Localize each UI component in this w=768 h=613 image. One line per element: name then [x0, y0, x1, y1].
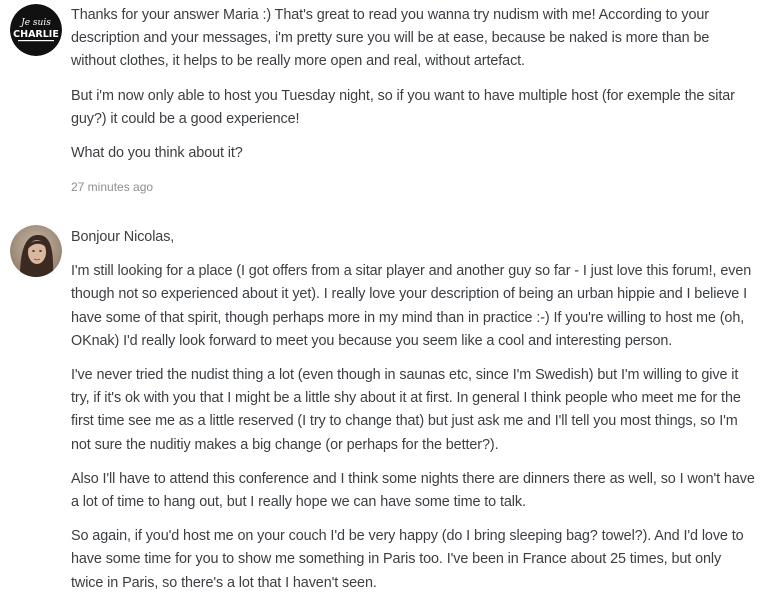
- message-paragraph: Thanks for your answer Maria :) That's great to read you wanna try nudism with me! According to your description and your messages, i'm pretty sure you will be at ease, because be naked is more than be without clothes, it helps to be really more open and real, without artefact.: [71, 7, 710, 70]
- avatar-line1: Je suis: [21, 18, 51, 28]
- message-paragraph: I'm still looking for a place (I got offers from a sitar player and another guy so far - I just love this forum!, even though not so experienced about it yet). I really love your description of being an urban hippie and I believe I have some of that spirit, though perhaps more in my mind than in practice :-) If you're willing to host me (oh, OKnak) I'd really look forward to meet you because you seem like a cool and interesting person.: [71, 263, 752, 349]
- message-paragraph: Bonjour Nicolas,: [71, 229, 175, 245]
- message-paragraph: But i'm now only able to host you Tuesday night, so if you want to have multiple host (for exemple the sitar guy?) it could be a good experience!: [71, 87, 735, 127]
- message-body: [71, 226, 755, 606]
- avatar-line2: CHARLIE: [13, 29, 59, 40]
- message-timestamp: 27 minutes ago: [71, 180, 154, 195]
- message-paragraph: I've never tried the nudist thing a lot (even though in saunas etc, since I'm Swedish) but I'm willing to give it try, if it's ok with you that I might be a little shy about it at first. In general I think people who meet me for the first time see me as a little reserved (I try to change that) but just ask me and I'll tell you most things, so I'm not sure the nuditiy makes a big change (or perhaps for the better?).: [71, 367, 741, 453]
- avatar[interactable]: [10, 4, 62, 56]
- avatar[interactable]: [10, 225, 62, 277]
- woman-portrait-avatar-icon: [10, 225, 62, 277]
- message-paragraph: Also I'll have to attend this conference and I think some nights there are dinners there as well, so I won't have a lot of time to hang out, but I really hope we can have some time to talk.: [71, 470, 755, 511]
- je-suis-charlie-avatar-icon: [10, 4, 62, 56]
- message-paragraph: What do you think about it?: [71, 145, 243, 162]
- message-paragraph: So again, if you'd host me on your couch I'd be very happy (do I bring sleeping bag? towel?). And I'd love to have some time for you to show me something in Paris too. I've been in France about 25 times, but only twice in Paris, so there's a lot that I haven't seen.: [71, 528, 744, 591]
- message-body: [71, 4, 755, 195]
